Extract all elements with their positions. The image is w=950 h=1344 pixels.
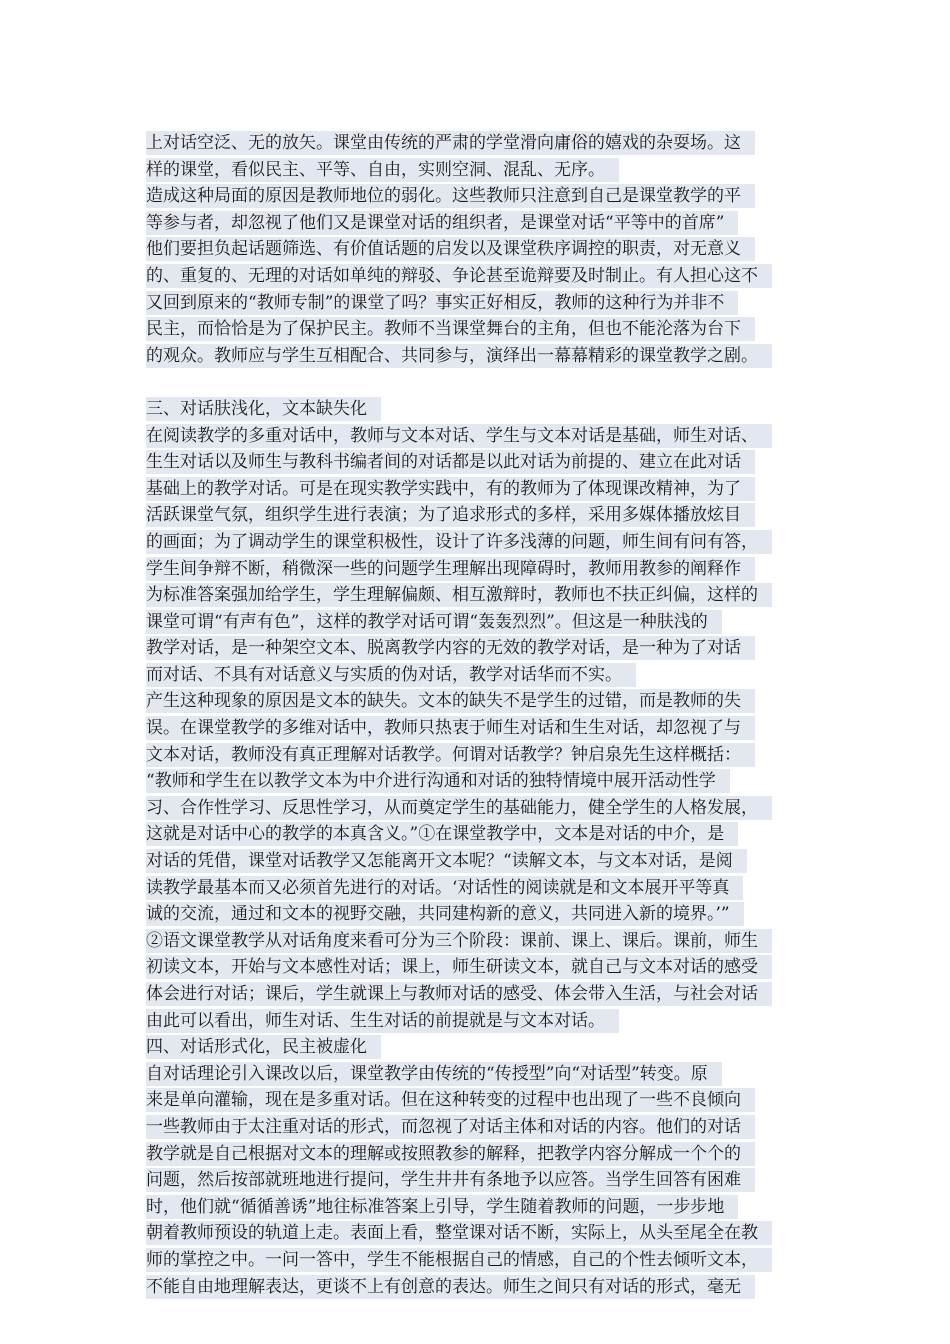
text-line-content: 的观众。教师应与学生互相配合、共同参与，演绎出一幕幕精彩的课堂教学之剧。 xyxy=(146,344,772,368)
text-line xyxy=(146,688,826,715)
text-line-content: “教师和学生在以教学文本为中介进行沟通和对话的独特情境中展开活动性学 xyxy=(146,769,730,793)
text-line-content: 生生对话以及师生与教科书编者间的对话都是以此对话为前提的、建立在此对话 xyxy=(146,450,755,474)
text-line-content: 对话的凭借，课堂对话教学又怎能离开文本呢？“读解文本，与文本对话，是阅 xyxy=(146,849,747,873)
text-line xyxy=(146,635,826,662)
text-line-content: 基础上的教学对话。可是在现实教学实践中，有的教师为了体现课改精神，为了 xyxy=(146,477,755,501)
text-line xyxy=(146,768,826,795)
blank-line xyxy=(146,369,826,396)
text-line xyxy=(146,290,826,317)
text-line-content: 活跃课堂气氛，组织学生进行表演；为了追求形式的多样，采用多媒体播放炫目 xyxy=(146,503,755,527)
text-line xyxy=(146,609,826,636)
text-line xyxy=(146,901,826,928)
text-line-content: 在阅读教学的多重对话中，教师与文本对话、学生与文本对话是基础，师生对话、 xyxy=(146,424,772,448)
text-line xyxy=(146,742,826,769)
text-line-content: 上对话空泛、无的放矢。课堂由传统的严肃的学堂滑向庸俗的嬉戏的杂耍场。这 xyxy=(146,131,755,155)
text-line-content: 又回到原来的“教师专制”的课堂了吗？事实正好相反，教师的这种行为并非不 xyxy=(146,291,738,315)
text-line xyxy=(146,396,826,423)
text-line xyxy=(146,954,826,981)
text-line xyxy=(146,875,826,902)
text-line xyxy=(146,316,826,343)
text-line xyxy=(146,529,826,556)
text-line-content: 读教学最基本而又必须首先进行的对话。‘对话性的阅读就是和文本展开平等真 xyxy=(146,876,743,900)
text-line-content: 他们要担负起话题筛选、有价值话题的启发以及课堂秩序调控的职责，对无意义 xyxy=(146,237,755,261)
text-line xyxy=(146,1114,826,1141)
text-line-content: 的、重复的、无理的对话如单纯的辩驳、争论甚至诡辩要及时制止。有人担心这不 xyxy=(146,264,772,288)
text-line xyxy=(146,423,826,450)
text-line-content: 教学就是自己根据对文本的理解或按照教参的解释，把教学内容分解成一个个的 xyxy=(146,1142,755,1166)
text-line-content: 学生间争辩不断，稍微深一些的问题学生理解出现障碍时，教师用教参的阐释作 xyxy=(146,557,755,581)
text-line xyxy=(146,1034,826,1061)
text-line-content: 教学对话，是一种架空文本、脱离教学内容的无效的教学对话，是一种为了对话 xyxy=(146,636,755,660)
text-line xyxy=(146,1247,826,1274)
text-line xyxy=(146,795,826,822)
text-line xyxy=(146,1061,826,1088)
text-line xyxy=(146,1274,826,1301)
text-line-content: 为标准答案强加给学生，学生理解偏颇、相互激辩时，教师也不扶正纠偏，这样的 xyxy=(146,583,772,607)
text-line xyxy=(146,130,826,157)
text-line xyxy=(146,236,826,263)
text-line-content: 民主，而恰恰是为了保护民主。教师不当课堂舞台的主角，但也不能沦落为台下 xyxy=(146,317,755,341)
text-line xyxy=(146,1141,826,1168)
text-line xyxy=(146,1220,826,1247)
text-line xyxy=(146,556,826,583)
text-line xyxy=(146,1194,826,1221)
text-line xyxy=(146,502,826,529)
text-line-content: 产生这种现象的原因是文本的缺失。文本的缺失不是学生的过错，而是教师的失 xyxy=(146,689,755,713)
text-line xyxy=(146,476,826,503)
text-line-content: 时，他们就“循循善诱”地往标准答案上引导，学生随着教师的问题，一步步地 xyxy=(146,1195,738,1219)
text-line-content: 文本对话，教师没有真正理解对话教学。何谓对话教学？钟启泉先生这样概括： xyxy=(146,743,755,767)
document-body xyxy=(146,130,826,1300)
text-line-content: 体会进行对话；课后，学生就课上与教师对话的感受、体会带入生活，与社会对话 xyxy=(146,982,772,1006)
text-line xyxy=(146,263,826,290)
text-line-content: 三、对话肤浅化，文本缺失化 xyxy=(146,397,381,421)
text-line-content: 由此可以看出，师生对话、生生对话的前提就是与文本对话。 xyxy=(146,1009,619,1033)
text-line-content: 这就是对话中心的教学的本真含义。”①在课堂教学中，文本是对话的中介，是 xyxy=(146,822,738,846)
text-line-content: 误。在课堂教学的多维对话中，教师只热衷于师生对话和生生对话，却忽视了与 xyxy=(146,716,755,740)
text-line-content: 不能自由地理解表达，更谈不上有创意的表达。师生之间只有对话的形式，毫无 xyxy=(146,1275,755,1299)
text-line-content: 朝着教师预设的轨道上走。表面上看，整堂课对话不断，实际上，从头至尾全在教 xyxy=(146,1221,772,1245)
text-line-content: 样的课堂，看似民主、平等、自由，实则空洞、混乱、无序。 xyxy=(146,158,619,182)
text-line-content: 师的掌控之中。一问一答中，学生不能根据自己的情感，自己的个性去倾听文本， xyxy=(146,1248,772,1272)
text-line xyxy=(146,210,826,237)
text-line-content: 而对话、不具有对话意义与实质的伪对话，教学对话华而不实。 xyxy=(146,663,636,687)
text-line-content: ②语文课堂教学从对话角度来看可分为三个阶段：课前、课上、课后。课前，师生 xyxy=(146,929,772,953)
text-line xyxy=(146,1087,826,1114)
text-line-content: 课堂可谓“有声有色”，这样的教学对话可谓“轰轰烈烈”。但这是一种肤浅的 xyxy=(146,610,722,634)
text-line xyxy=(146,715,826,742)
text-line xyxy=(146,662,826,689)
text-line xyxy=(146,183,826,210)
text-line xyxy=(146,1008,826,1035)
text-line-content: 诚的交流，通过和文本的视野交融，共同建构新的意义，共同进入新的境界。’” xyxy=(146,902,744,926)
text-line-content: 一些教师由于太注重对话的形式，而忽视了对话主体和对话的内容。他们的对话 xyxy=(146,1115,755,1139)
text-line xyxy=(146,582,826,609)
text-line xyxy=(146,928,826,955)
text-line-content: 问题，然后按部就班地进行提问，学生井井有条地予以应答。当学生回答有困难 xyxy=(146,1168,755,1192)
text-line xyxy=(146,848,826,875)
text-line xyxy=(146,821,826,848)
text-line-content: 四、对话形式化，民主被虚化 xyxy=(146,1035,381,1059)
text-line-content: 造成这种局面的原因是教师地位的弱化。这些教师只注意到自己是课堂教学的平 xyxy=(146,184,755,208)
text-line-content: 习、合作性学习、反思性学习，从而奠定学生的基础能力，健全学生的人格发展， xyxy=(146,796,772,820)
text-line-content: 的画面；为了调动学生的课堂积极性，设计了许多浅薄的问题，师生间有问有答， xyxy=(146,530,772,554)
text-line xyxy=(146,449,826,476)
text-line xyxy=(146,1167,826,1194)
text-line-content: 初读文本，开始与文本感性对话；课上，师生研读文本，就自己与文本对话的感受 xyxy=(146,955,772,979)
text-line xyxy=(146,157,826,184)
text-line xyxy=(146,981,826,1008)
text-line-content: 等参与者，却忽视了他们又是课堂对话的组织者，是课堂对话“平等中的首席” xyxy=(146,211,738,235)
text-line xyxy=(146,343,826,370)
text-line-content: 来是单向灌输，现在是多重对话。但在这种转变的过程中也出现了一些不良倾向 xyxy=(146,1088,755,1112)
text-line-content: 自对话理论引入课改以后，课堂教学由传统的“传授型”向“对话型”转变。原 xyxy=(146,1062,722,1086)
